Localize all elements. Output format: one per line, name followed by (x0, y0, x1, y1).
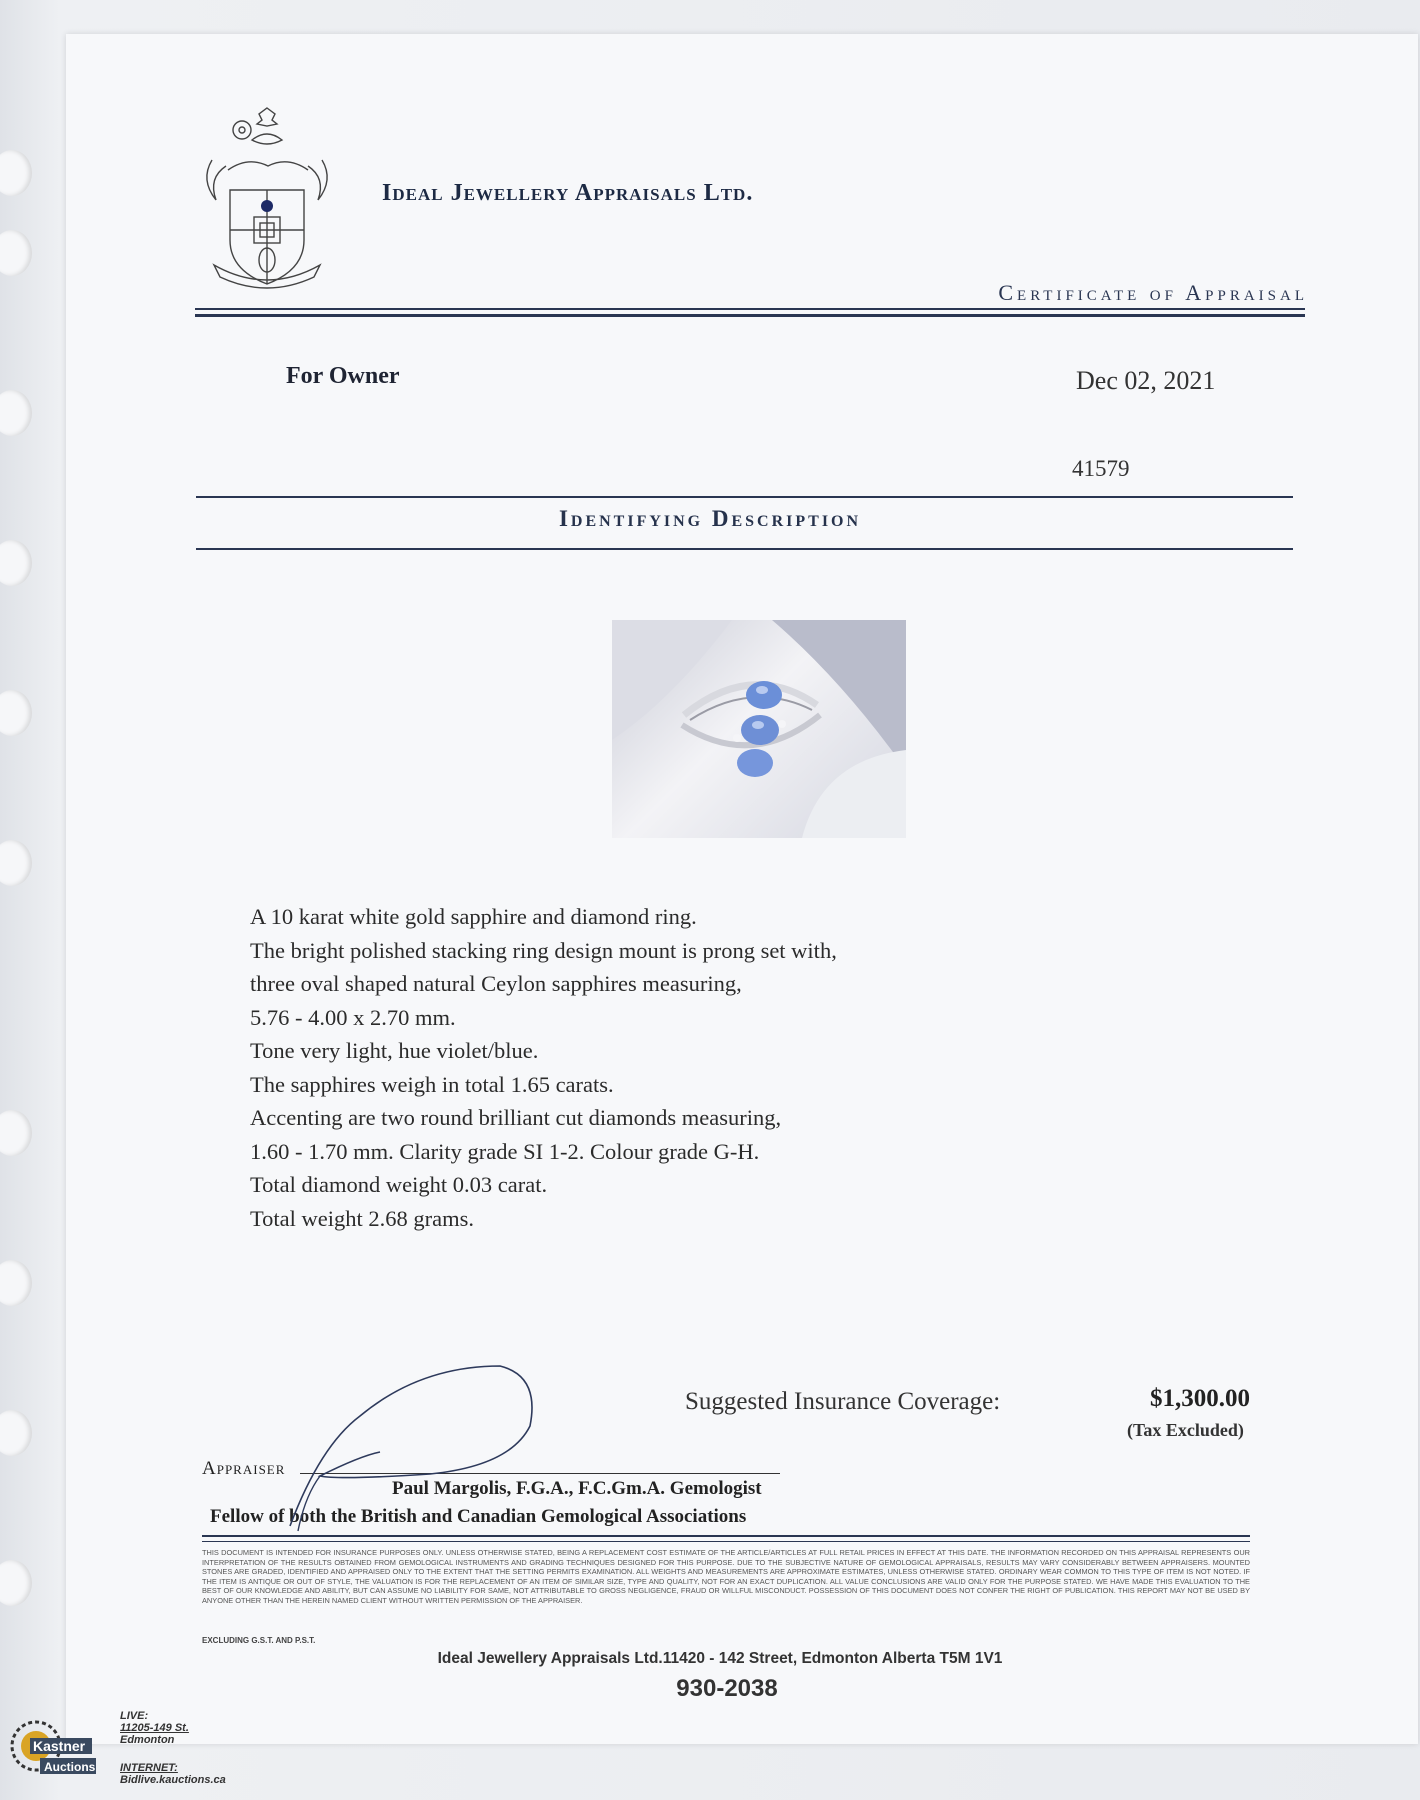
description-line: Accenting are two round brilliant cut diamonds measuring, (250, 1105, 782, 1130)
live-label: LIVE: (120, 1710, 149, 1722)
description-line: 5.76 - 4.00 x 2.70 mm. (250, 1004, 456, 1030)
appraisal-date: Dec 02, 2021 (1076, 366, 1216, 395)
company-phone: 930-2038 (676, 1675, 778, 1702)
tax-note: (Tax Excluded) (1127, 1420, 1244, 1440)
tax-exclusion-note: EXCLUDING G.S.T. AND P.S.T. (202, 1636, 316, 1645)
binder-hole (0, 390, 32, 436)
binder-hole (0, 840, 32, 886)
company-name: Ideal Jewellery Appraisals Ltd. (382, 180, 754, 206)
description-line: The bright polished stacking ring design mount is prong set with, (250, 937, 837, 963)
section-rule-bottom (196, 548, 1293, 550)
certificate-number: 41579 (1072, 456, 1130, 481)
binder-hole (0, 1410, 32, 1456)
coat-of-arms-logo (192, 100, 342, 298)
internet-label: INTERNET: (120, 1762, 178, 1774)
owner-label: For Owner (286, 363, 400, 389)
header-rule (195, 314, 1305, 317)
section-title: Identifying Description (558, 506, 862, 531)
footer-rule (202, 1535, 1250, 1537)
certificate-title: Certificate of Appraisal (998, 280, 1308, 305)
binder-hole (0, 1260, 32, 1306)
watermark-internet (120, 1762, 226, 1786)
ring-photo (612, 620, 906, 838)
internet-url: Bidlive.kauctions.ca (120, 1774, 226, 1786)
appraiser-name: Paul Margolis, F.G.A., F.C.Gm.A. Gemologist (392, 1478, 762, 1499)
footer-rule (202, 1541, 1250, 1542)
binder-hole (0, 690, 32, 736)
live-address: 11205-149 St. (120, 1722, 189, 1734)
description-line: 1.60 - 1.70 mm. Clarity grade SI 1-2. Colour grade G-H. (250, 1138, 760, 1164)
insurance-label: Suggested Insurance Coverage: (685, 1388, 1001, 1415)
binder-holes (0, 0, 60, 1800)
logo-word: Auctions (44, 1760, 96, 1774)
appraiser-fellowship: Fellow of both the British and Canadian Gemological Associations (210, 1506, 747, 1527)
binder-hole (0, 150, 32, 196)
kastner-auctions-logo (6, 1714, 98, 1794)
header-rule (195, 308, 1305, 310)
description-line: The sapphires weigh in total 1.65 carats. (250, 1071, 614, 1097)
binder-hole (0, 230, 32, 276)
description-line: Total diamond weight 0.03 carat. (250, 1172, 548, 1197)
sapphire-ring-image (612, 620, 906, 838)
legal-disclaimer: THIS DOCUMENT IS INTENDED FOR INSURANCE PURPOSES ONLY. UNLESS OTHERWISE STATED, BEING A REPLACEMENT COST ESTIMATE OF THE ARTICLE/ARTICLES AT FULL RETAIL PRICES IN EFFECT AT THIS DATE. THE INFORMATION RECORDED ON THIS APPRAISAL REPRESENTS OUR INTERPRETATION OF THE RESULTS OBTAINED FROM GEMOLOGICAL INSTRUMENTS AND GRADING TECHNIQUES DESIGNED FOR THIS PURPOSE. DUE TO THE SUBJECTIVE NATURE OF GEMOLOGICAL APPRAISALS, RESULTS MAY VARY CONSIDERABLY BETWEEN APPRAISERS. MOUNTED STONES ARE GRADED, IDENTIFIED AND APPRAISED ONLY TO THE EXTENT THAT THE SETTING PERMITS EXAMINATION. ALL WEIGHTS AND MEASUREMENTS ARE APPROXIMATE ESTIMATES, UNLESS OTHERWISE STATED. ORDINARY WEAR COMMON TO THIS TYPE OF ITEM IS NOT NOTED. IF THE ITEM IS ANTIQUE OR OUT OF STYLE, THE VALUATION IS FOR THE REPLACEMENT OF AN ITEM OF SIMILAR SIZE, TYPE AND QUALITY, NOT FOR AN EXACT DUPLICATION. ALL VALUE CONCLUSIONS ARE VALID ONLY FOR THE PURPOSE STATED. WE HAVE MADE THIS EVALUATION TO THE BEST OF OUR KNOWLEDGE AND ABILITY, BUT CAN ASSUME NO LIABILITY FOR SAME, NOT ATTRIBUTABLE TO GROSS NEGLIGENCE, FRAUD OR WILLFUL MISCONDUCT. POSSESSION OF THIS DOCUMENT DOES NOT CONFER THE RIGHT OF PUBLICATION. THIS REPORT MAY NOT BE USED BY ANYONE OTHER THAN THE HEREIN NAMED CLIENT WITHOUT WRITTEN PERMISSION OF THE APPRAISER. (202, 1548, 1250, 1605)
item-description (250, 900, 837, 1235)
description-line: three oval shaped natural Ceylon sapphires measuring, (250, 971, 742, 996)
watermark-live (120, 1710, 189, 1746)
insurance-value: $1,300.00 (1150, 1385, 1250, 1412)
binder-hole (0, 1560, 32, 1606)
company-address: Ideal Jewellery Appraisals Ltd.11420 - 142 Street, Edmonton Alberta T5M 1V1 (437, 1650, 1003, 1667)
appraiser-label: Appraiser (202, 1458, 286, 1479)
binder-hole (0, 540, 32, 586)
description-line: A 10 karat white gold sapphire and diamond ring. (250, 904, 697, 929)
section-rule-top (196, 496, 1293, 498)
description-line: Total weight 2.68 grams. (250, 1205, 475, 1231)
logo-word: Kastner (33, 1738, 86, 1754)
handwritten-signature (280, 1356, 550, 1536)
binder-hole (0, 1110, 32, 1156)
live-city: Edmonton (120, 1734, 175, 1746)
description-line: Tone very light, hue violet/blue. (250, 1038, 539, 1063)
